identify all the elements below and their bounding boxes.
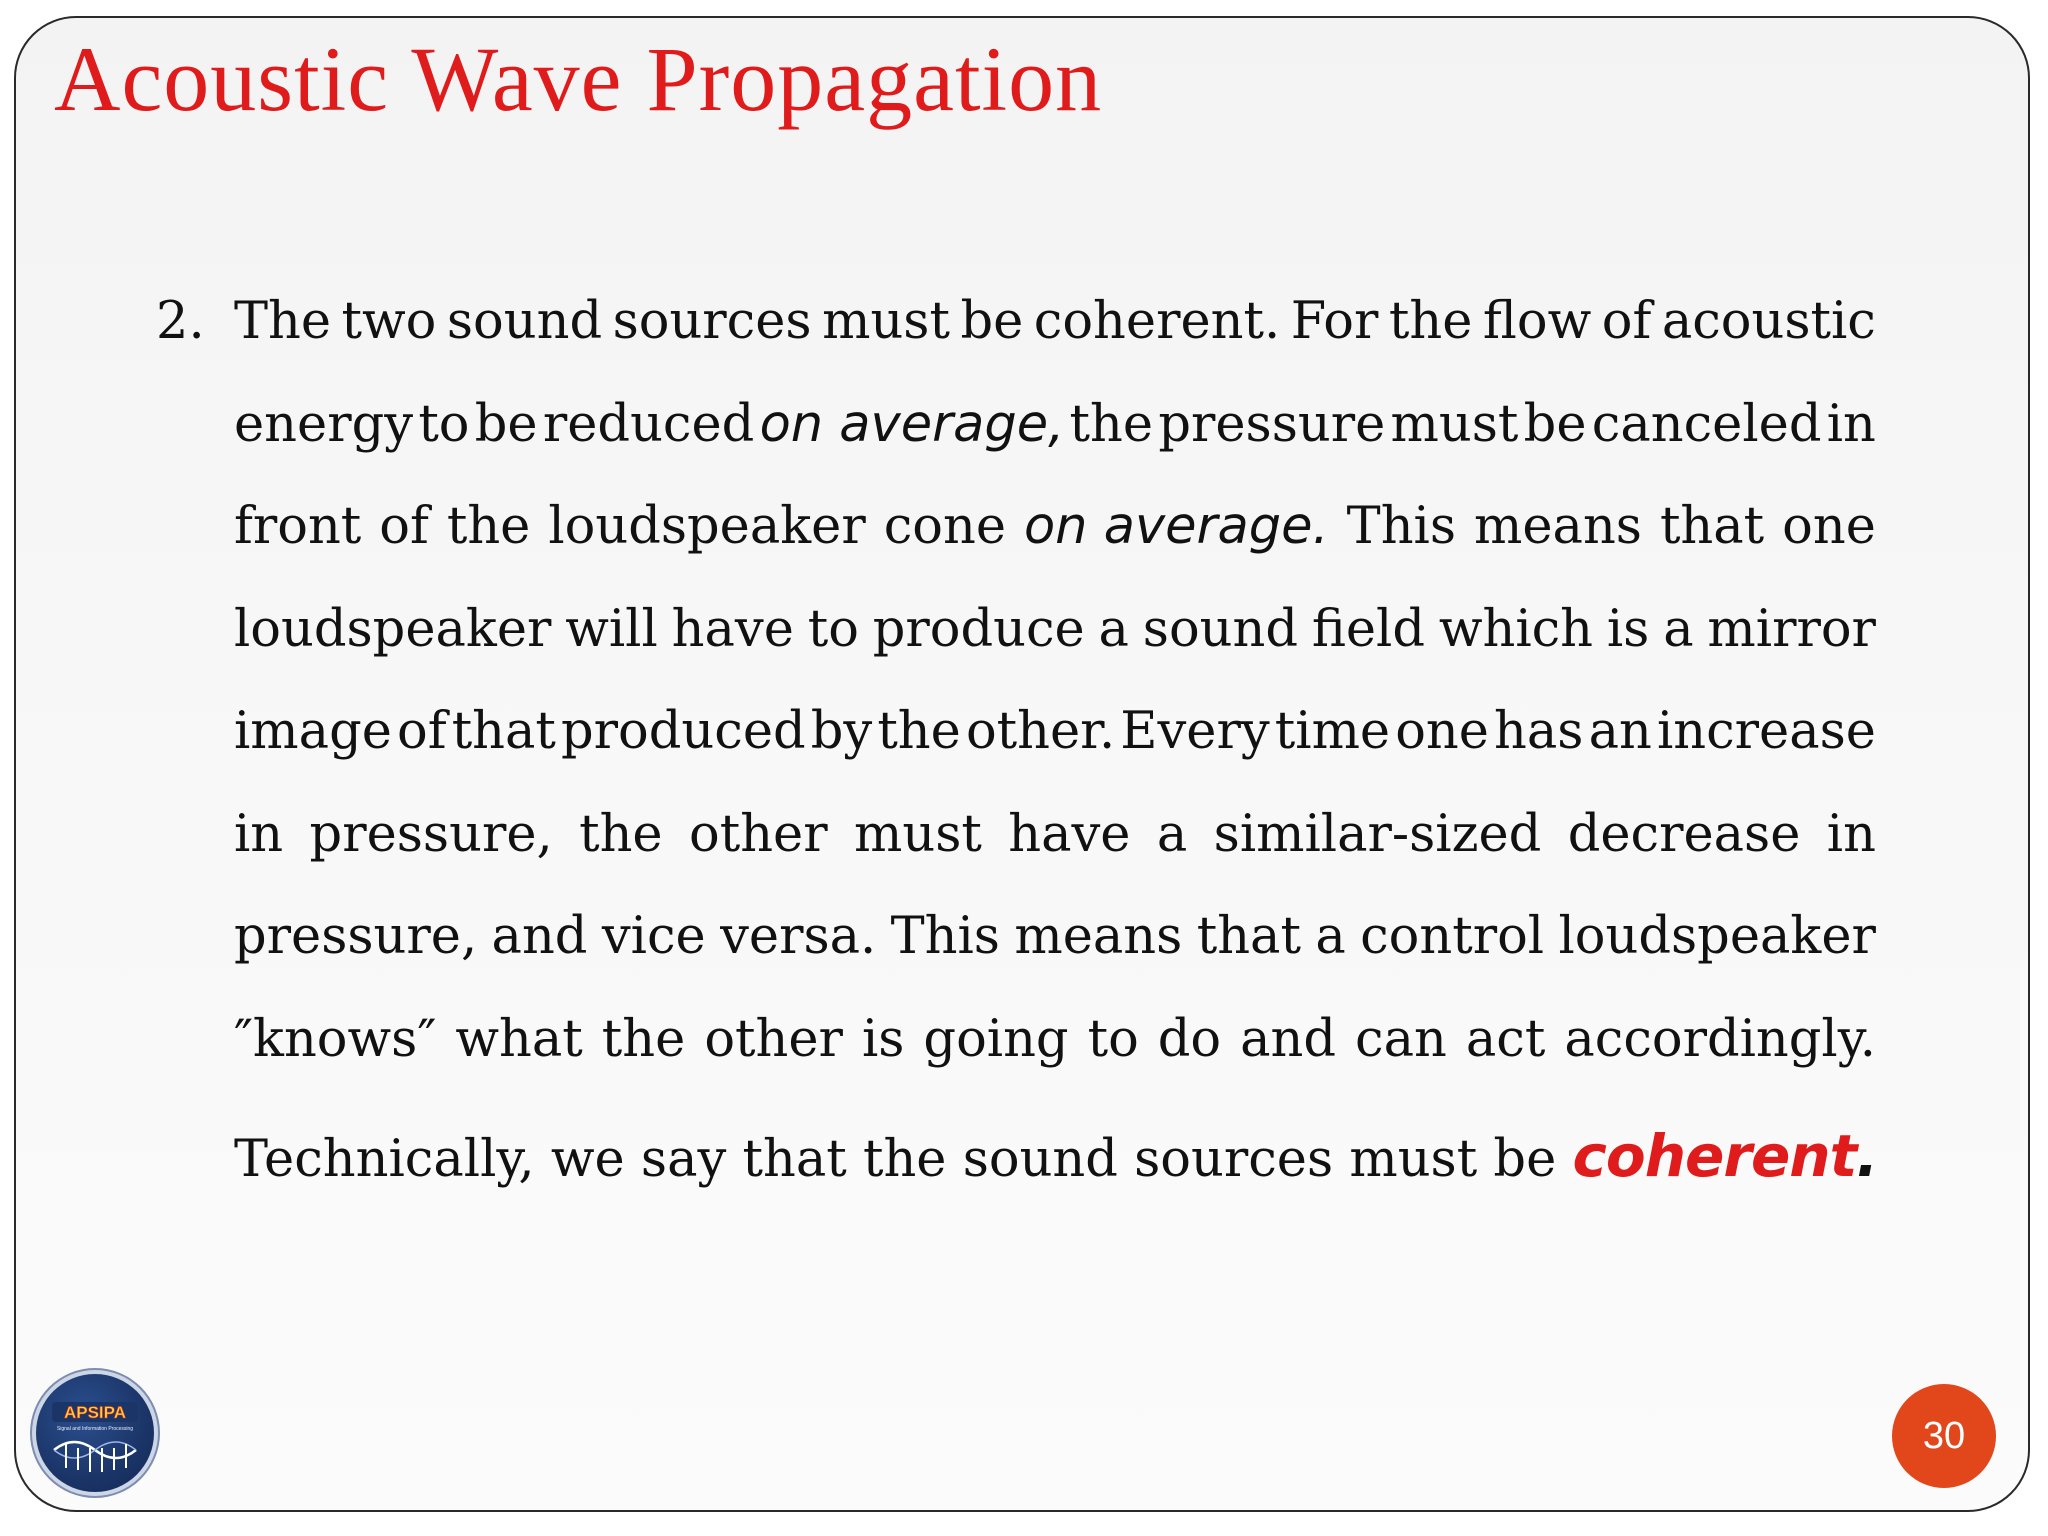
word: and	[491, 907, 588, 966]
word: have	[1008, 805, 1131, 864]
word: must	[822, 292, 950, 351]
word: This	[890, 907, 1000, 966]
word: similar-sized	[1213, 805, 1542, 864]
body-line-1	[234, 292, 1876, 352]
word: produce	[872, 600, 1085, 659]
word: a	[1098, 600, 1129, 659]
logo-wordmark: APSIPA	[63, 1403, 127, 1422]
word: image	[234, 702, 392, 761]
word: to	[418, 395, 470, 454]
word: have	[671, 600, 794, 659]
word: other	[704, 1010, 843, 1069]
line-9-text: Technically, we say that the sound sources must be	[234, 1130, 1573, 1189]
word: that	[1196, 907, 1301, 966]
word: the	[1388, 292, 1473, 351]
word: field	[1311, 600, 1425, 659]
highlight-period: .	[1856, 1122, 1879, 1190]
word: the	[1069, 395, 1154, 454]
word: will	[565, 600, 658, 659]
emphasis-on-average-1: on average,	[759, 395, 1065, 454]
word: reduced	[542, 395, 755, 454]
word: an	[1588, 702, 1652, 761]
word: canceled	[1591, 395, 1822, 454]
word: can	[1355, 1010, 1447, 1069]
body-line-5	[234, 702, 1876, 762]
word: the	[579, 805, 663, 864]
word: is	[1606, 600, 1650, 659]
word: cone	[883, 497, 1006, 556]
word: pressure,	[309, 805, 553, 864]
word: sound	[1142, 600, 1298, 659]
word: other.	[965, 702, 1116, 761]
word: means	[1014, 907, 1183, 966]
word: Every	[1120, 702, 1270, 761]
word: sources	[612, 292, 812, 351]
word: what	[455, 1010, 583, 1069]
body-line-9	[234, 1122, 1879, 1190]
word: must	[1390, 395, 1519, 454]
body-line-3	[234, 497, 1876, 557]
emphasis-on-average-2: on average.	[1023, 497, 1329, 556]
word: acoustic	[1661, 292, 1876, 351]
word: accordingly.	[1564, 1010, 1876, 1069]
word: of	[1601, 292, 1652, 351]
word: be	[474, 395, 538, 454]
word: means	[1474, 497, 1642, 556]
word: pressure,	[234, 907, 478, 966]
word: the	[446, 497, 531, 556]
word: in	[234, 805, 284, 864]
word: loudspeaker	[548, 497, 866, 556]
word: be	[960, 292, 1024, 351]
word: produced	[561, 702, 806, 761]
logo-subtitle: Signal and Information Processing	[56, 1426, 134, 1432]
word: This	[1346, 497, 1457, 556]
word: that	[451, 702, 556, 761]
word: loudspeaker	[234, 600, 552, 659]
word: to	[1087, 1010, 1139, 1069]
body-line-6	[234, 805, 1876, 865]
word: mirror	[1707, 600, 1876, 659]
word: the	[601, 1010, 686, 1069]
body-line-7	[234, 907, 1876, 967]
word: act	[1465, 1010, 1546, 1069]
word: the	[877, 702, 961, 761]
word: going	[923, 1010, 1069, 1069]
word: and	[1240, 1010, 1337, 1069]
word: time	[1274, 702, 1391, 761]
word: is	[861, 1010, 905, 1069]
apsipa-logo	[36, 1374, 154, 1492]
slide-title: Acoustic Wave Propagation	[54, 28, 1103, 130]
apsipa-logo-graphic	[36, 1374, 154, 1492]
word: decrease	[1567, 805, 1801, 864]
page-number-badge: 30	[1892, 1384, 1996, 1488]
list-item-number: 2.	[156, 292, 205, 351]
word: a	[1315, 907, 1346, 966]
word: do	[1157, 1010, 1222, 1069]
word: other	[689, 805, 828, 864]
word: one	[1782, 497, 1876, 556]
word: of	[379, 497, 429, 556]
word: The	[234, 292, 332, 351]
word: energy	[234, 395, 414, 454]
word: two	[341, 292, 437, 351]
word: which	[1438, 600, 1594, 659]
word: in	[1826, 395, 1876, 454]
word: flow	[1482, 292, 1592, 351]
word: vice	[601, 907, 706, 966]
slide-frame	[14, 16, 2030, 1512]
word: increase	[1656, 702, 1876, 761]
body-line-8	[234, 1010, 1876, 1070]
word: by	[810, 702, 873, 761]
word: of	[397, 702, 447, 761]
word: has	[1494, 702, 1584, 761]
word: front	[234, 497, 362, 556]
body-line-2	[234, 395, 1876, 455]
word: pressure	[1158, 395, 1386, 454]
word: versa.	[720, 907, 877, 966]
word: one	[1395, 702, 1489, 761]
word: be	[1523, 395, 1587, 454]
word: For	[1290, 292, 1379, 351]
word: to	[807, 600, 859, 659]
word: a	[1663, 600, 1694, 659]
word: coherent.	[1033, 292, 1281, 351]
word: sound	[446, 292, 603, 351]
word: ″knows″	[234, 1010, 437, 1069]
word: control	[1360, 907, 1545, 966]
word: a	[1156, 805, 1188, 864]
word: in	[1826, 805, 1876, 864]
word: loudspeaker	[1558, 907, 1876, 966]
word: must	[853, 805, 982, 864]
word: that	[1659, 497, 1765, 556]
body-line-4	[234, 600, 1876, 660]
highlight-coherent: coherent	[1572, 1122, 1857, 1190]
